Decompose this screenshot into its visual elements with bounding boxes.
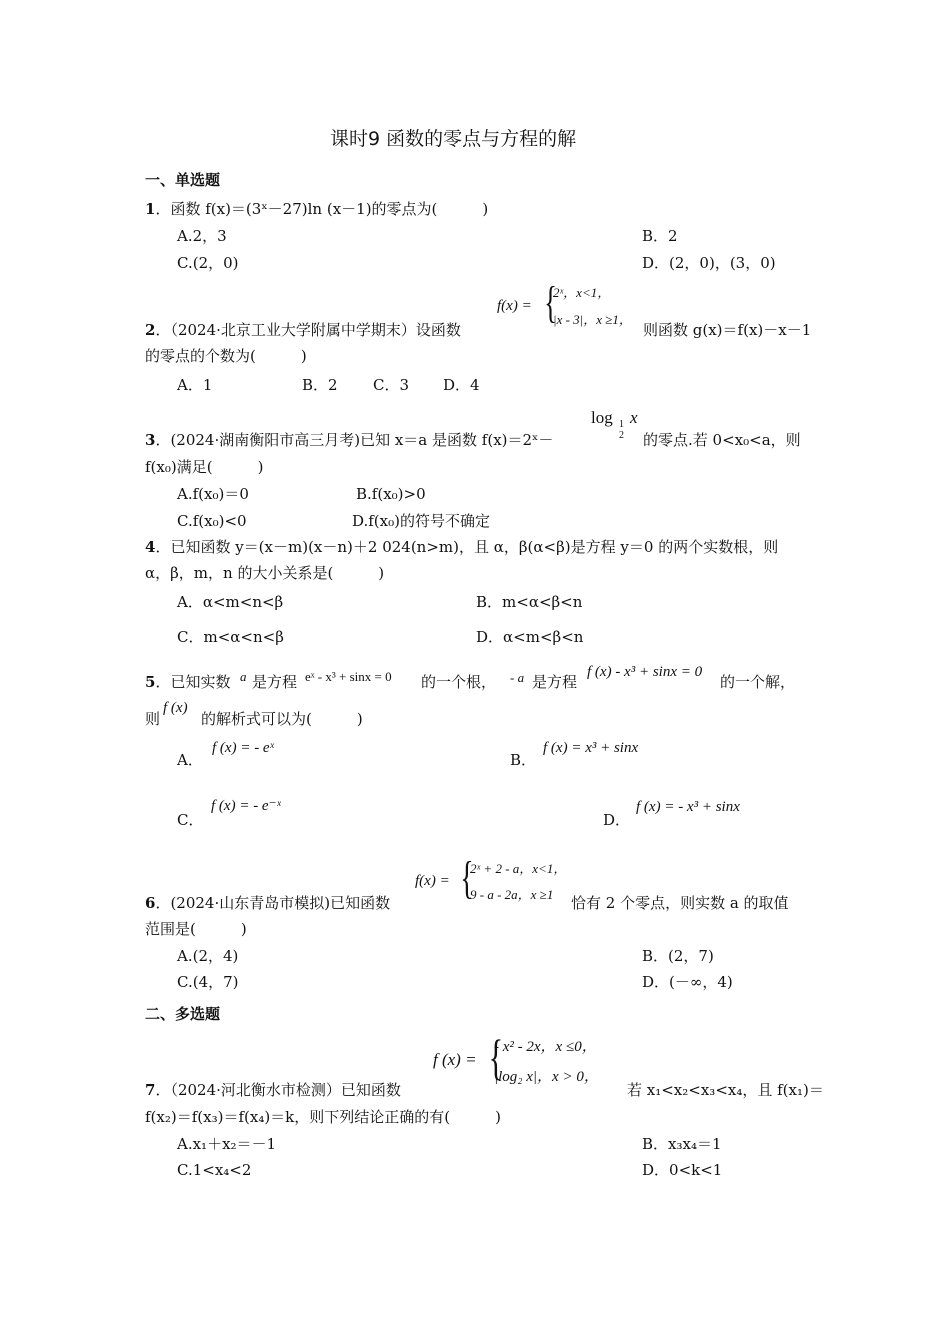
page-title: 课时9 函数的零点与方程的解 bbox=[330, 128, 577, 150]
question-7-stem-right: 若 x₁<x₂<x₃<x₄，且 f(x₁)＝ bbox=[627, 1081, 824, 1099]
question-1-option-d[interactable]: D．(2，0)，(3，0) bbox=[642, 254, 776, 272]
question-3-stem-right: 的零点.若 0<x₀<a，则 bbox=[643, 431, 801, 449]
question-5-text-line2-b: 的解析式可以为( ) bbox=[201, 710, 363, 728]
question-7-case-1: - x² - 2x，x ≤0， bbox=[494, 1039, 597, 1055]
question-6-case-2: 9 - a - 2a，x ≥1 bbox=[470, 887, 554, 902]
question-3-text: ．(2024·湖南衡阳市高三月考)已知 x＝a 是函数 f(x)＝2ˣ－ bbox=[155, 431, 554, 449]
question-5-option-a[interactable]: A． bbox=[177, 751, 203, 769]
question-4-option-c[interactable]: C．m<α<n<β bbox=[177, 628, 284, 646]
question-6-option-c[interactable]: C.(4，7) bbox=[177, 973, 239, 991]
question-5-option-b-formula: f (x) = x³ + sinx bbox=[543, 740, 639, 756]
question-5-eq1: eˣ - x³ + sinx = 0 bbox=[305, 669, 392, 684]
question-7-option-b[interactable]: B．x₃x₄＝1 bbox=[642, 1135, 722, 1153]
question-5-option-c[interactable]: C． bbox=[177, 811, 204, 829]
question-5-text-e: 的一个解， bbox=[720, 673, 796, 691]
question-6-stem-line2: 范围是( ) bbox=[145, 920, 247, 938]
question-4-text: ．已知函数 y＝(x－m)(x－n)＋2 024(n>m)，且 α，β(α<β)是方程 y＝0 的两个实数根，则 bbox=[155, 538, 779, 556]
question-3-log-arg: x bbox=[630, 408, 638, 427]
question-3-log-base-num: 1 bbox=[619, 419, 624, 430]
question-2-option-b[interactable]: B．2 bbox=[302, 376, 338, 394]
question-1-number: 1 bbox=[145, 200, 156, 218]
question-7-case-2: |log₂ x|，x > 0， bbox=[494, 1069, 599, 1085]
question-2-number: 2 bbox=[145, 321, 156, 339]
question-1-option-a[interactable]: A.2，3 bbox=[177, 227, 227, 245]
question-5-text-d: 是方程 bbox=[532, 673, 578, 691]
question-2-case-2: |x - 3|，x ≥1， bbox=[553, 312, 632, 327]
question-5-option-a-formula: f (x) = - eˣ bbox=[212, 740, 274, 756]
question-6-case-1: 2ˣ + 2 - a，x<1， bbox=[470, 861, 567, 876]
question-6-stem-right: 恰有 2 个零点，则实数 a 的取值 bbox=[571, 894, 789, 912]
question-6-number: 6 bbox=[145, 894, 156, 912]
question-2-case-1: 2ˣ，x<1， bbox=[553, 285, 611, 300]
question-4-option-b[interactable]: B．m<α<β<n bbox=[476, 593, 583, 611]
question-2-option-a[interactable]: A．1 bbox=[177, 376, 213, 394]
section-heading-single-choice: 一、单选题 bbox=[145, 171, 221, 189]
question-7-text: ．（2024·河北衡水市检测）已知函数 bbox=[155, 1081, 401, 1099]
question-7-option-d[interactable]: D．0<k<1 bbox=[642, 1161, 723, 1179]
question-3-log: log bbox=[591, 408, 613, 427]
question-7-brace: { bbox=[488, 1029, 504, 1085]
question-2-stem-right: 则函数 g(x)＝f(x)－x－1 bbox=[643, 321, 812, 339]
section-heading-multi-choice: 二、多选题 bbox=[145, 1005, 221, 1023]
question-5-option-b[interactable]: B． bbox=[510, 751, 537, 769]
question-2-option-d[interactable]: D．4 bbox=[443, 376, 480, 394]
question-3-option-d[interactable]: D.f(x₀)的符号不确定 bbox=[352, 512, 490, 530]
question-7-stem-line2: f(x₂)＝f(x₃)＝f(x₄)＝k，则下列结论正确的有( ) bbox=[145, 1108, 501, 1126]
question-7-number: 7 bbox=[145, 1081, 156, 1099]
question-2-stem bbox=[145, 320, 461, 340]
question-5-option-d-formula: f (x) = - x³ + sinx bbox=[636, 799, 740, 815]
question-6-brace: { bbox=[460, 852, 474, 903]
question-2-stem-line2: 的零点的个数为( ) bbox=[145, 347, 307, 365]
question-3-option-c[interactable]: C.f(x₀)<0 bbox=[177, 512, 247, 530]
question-4-option-d[interactable]: D．α<m<β<n bbox=[476, 628, 584, 646]
question-3-log-base-den: 2 bbox=[619, 430, 624, 441]
question-5-var-a: a bbox=[240, 669, 247, 684]
question-4-stem-line2: α，β，m，n 的大小关系是( ) bbox=[145, 564, 385, 582]
question-5-text-line2-a: 则 bbox=[145, 710, 161, 728]
question-3-option-b[interactable]: B.f(x₀)>0 bbox=[356, 485, 426, 503]
question-2-text: ．（2024·北京工业大学附属中学期末）设函数 bbox=[155, 321, 461, 339]
question-6-stem bbox=[145, 893, 390, 913]
question-5-text-b: 是方程 bbox=[252, 673, 298, 691]
question-6-option-d[interactable]: D．(－∞，4) bbox=[642, 973, 733, 991]
question-5-eq2: f (x) - x³ + sinx = 0 bbox=[587, 664, 703, 680]
question-7-stem bbox=[145, 1080, 401, 1100]
question-2-brace: { bbox=[544, 278, 557, 327]
question-7-formula-lhs: f (x) = bbox=[433, 1050, 477, 1069]
question-5-option-d[interactable]: D． bbox=[603, 811, 631, 829]
question-2-option-c[interactable]: C．3 bbox=[373, 376, 410, 394]
question-3-stem-line2: f(x₀)满足( ) bbox=[145, 458, 264, 476]
question-2-formula-lhs: f(x) = bbox=[497, 298, 532, 314]
question-4-option-a[interactable]: A．α<m<n<β bbox=[177, 593, 284, 611]
question-6-option-a[interactable]: A.(2，4) bbox=[177, 947, 239, 965]
question-3-stem bbox=[145, 430, 553, 450]
question-4-number: 4 bbox=[145, 538, 156, 556]
question-5-fx: f (x) bbox=[163, 700, 188, 716]
question-6-formula-lhs: f(x) = bbox=[415, 873, 450, 889]
question-1-stem bbox=[145, 199, 488, 219]
question-4-stem bbox=[145, 537, 778, 557]
question-7-option-c[interactable]: C.1<x₄<2 bbox=[177, 1161, 252, 1179]
question-5-text-c: 的一个根， bbox=[421, 673, 497, 691]
question-3-number: 3 bbox=[145, 431, 156, 449]
question-5-stem bbox=[145, 672, 230, 692]
question-1-option-b[interactable]: B．2 bbox=[642, 227, 678, 245]
question-1-option-c[interactable]: C.(2，0) bbox=[177, 254, 239, 272]
question-6-text: ．(2024·山东青岛市模拟)已知函数 bbox=[155, 894, 391, 912]
question-3-option-a[interactable]: A.f(x₀)＝0 bbox=[177, 485, 249, 503]
question-7-option-a[interactable]: A.x₁＋x₂＝－1 bbox=[177, 1135, 277, 1153]
question-5-option-c-formula: f (x) = - e⁻ˣ bbox=[211, 798, 281, 814]
question-6-option-b[interactable]: B．(2，7) bbox=[642, 947, 714, 965]
question-5-neg-a: - a bbox=[510, 670, 525, 685]
question-1-text: ．函数 f(x)＝(3ˣ－27)ln (x－1)的零点为( ) bbox=[155, 200, 489, 218]
question-5-text-a: ．已知实数 bbox=[155, 673, 231, 691]
question-5-number: 5 bbox=[145, 673, 156, 691]
